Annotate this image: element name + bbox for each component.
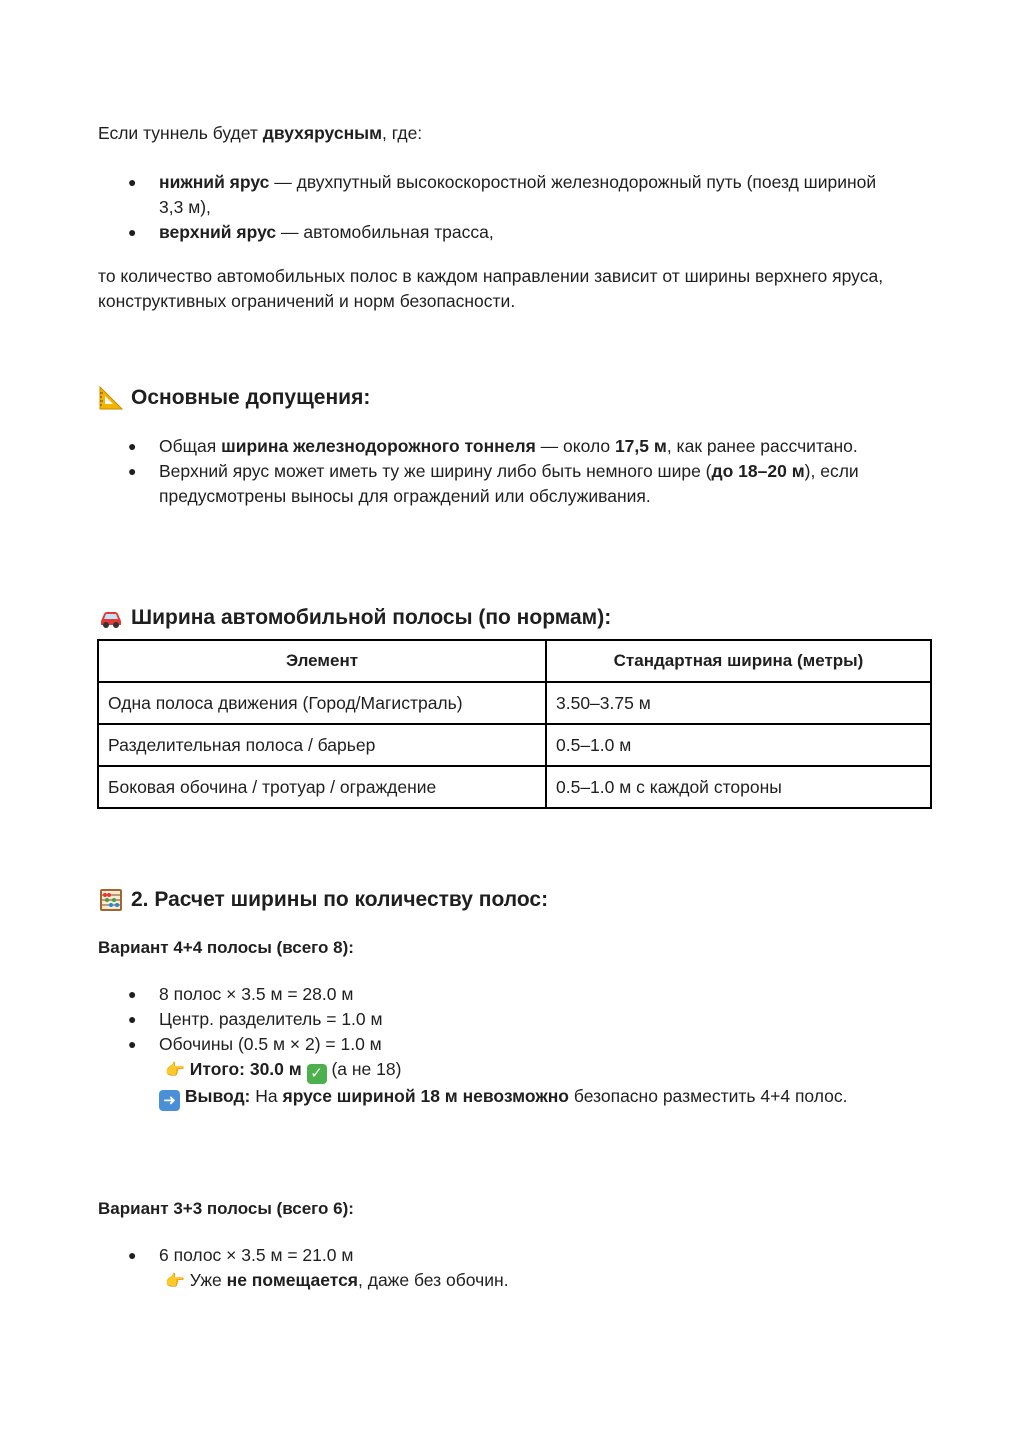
assumptions-list xyxy=(98,434,898,509)
intro-paragraph: Если туннель будет двухярусным, где: xyxy=(98,123,423,143)
variant-4-4-list xyxy=(98,982,898,1111)
conclusion-line: ➜ Вывод: На ярусе шириной 18 м невозможно безопасно разместить 4+4 полос. xyxy=(159,1084,898,1111)
pointing-hand-icon: 👉 xyxy=(165,1062,185,1079)
list-item: ● 8 полос × 3.5 м = 28.0 м xyxy=(128,984,354,1004)
list-item: ● Общая ширина железнодорожного тоннеля — около 17,5 м, как ранее рассчитано. xyxy=(128,436,858,456)
list-item: ● Обочины (0.5 м × 2) = 1.0 м 👉 Итого: 30.0 м ✓ (а не 18) ➜ Вывод: На ярусе шириной 18 м невозможно безопасно разместить 4+4 полос. xyxy=(98,1032,898,1111)
lanes-heading: Ширина автомобильной полосы (по нормам): xyxy=(98,604,928,632)
check-mark-icon: ✓ xyxy=(307,1064,327,1084)
abacus-icon xyxy=(98,887,124,913)
table-cell: 3.50–3.75 м xyxy=(546,682,931,724)
variant-3-3-title: Вариант 3+3 полосы (всего 6): xyxy=(98,1199,354,1218)
intro-conclusion: то количество автомобильных полос в каждом направлении зависит от ширины верхнего яруса, конструктивных ограничений и норм безопасности. xyxy=(98,266,884,311)
list-item: ● верхний ярус — автомобильная трасса, xyxy=(128,222,494,242)
column-header: Стандартная ширина (метры) xyxy=(546,640,931,682)
triangular-ruler-icon xyxy=(98,385,124,411)
list-item: ● Центр. разделитель = 1.0 м xyxy=(128,1009,383,1029)
note-line: 👉 Уже не помещается, даже без обочин. xyxy=(159,1268,898,1294)
calc-heading: 2. Расчет ширины по количеству полос: xyxy=(98,886,928,914)
table-header-row xyxy=(98,640,931,682)
table-row xyxy=(98,724,931,766)
variant-4-4-title: Вариант 4+4 полосы (всего 8): xyxy=(98,938,354,957)
car-icon xyxy=(98,605,124,631)
variant-3-3-list xyxy=(98,1243,898,1294)
lane-width-table xyxy=(97,639,932,809)
table-cell: 0.5–1.0 м с каждой стороны xyxy=(546,766,931,808)
table-cell: Боковая обочина / тротуар / ограждение xyxy=(98,766,546,808)
column-header: Элемент xyxy=(98,640,546,682)
table-cell: 0.5–1.0 м xyxy=(546,724,931,766)
intro-list xyxy=(98,170,898,245)
table-row xyxy=(98,682,931,724)
pointing-hand-icon: 👉 xyxy=(165,1273,185,1290)
right-arrow-icon: ➜ xyxy=(159,1090,180,1111)
assumptions-heading: Основные допущения: xyxy=(98,384,928,412)
list-item: ● нижний ярус — двухпутный высокоскоростной железнодорожный путь (поезд шириной 3,3 м), xyxy=(128,172,877,217)
table-row xyxy=(98,766,931,808)
list-item: ● Верхний ярус может иметь ту же ширину либо быть немного шире (до 18–20 м), если предусмотрены выносы для ограждений или обслуживания. xyxy=(128,461,859,506)
table-cell: Разделительная полоса / барьер xyxy=(98,724,546,766)
table-cell: Одна полоса движения (Город/Магистраль) xyxy=(98,682,546,724)
total-line: 👉 Итого: 30.0 м ✓ (а не 18) xyxy=(165,1059,402,1082)
list-item: ● 6 полос × 3.5 м = 21.0 м 👉 Уже не помещается, даже без обочин. xyxy=(98,1243,898,1294)
